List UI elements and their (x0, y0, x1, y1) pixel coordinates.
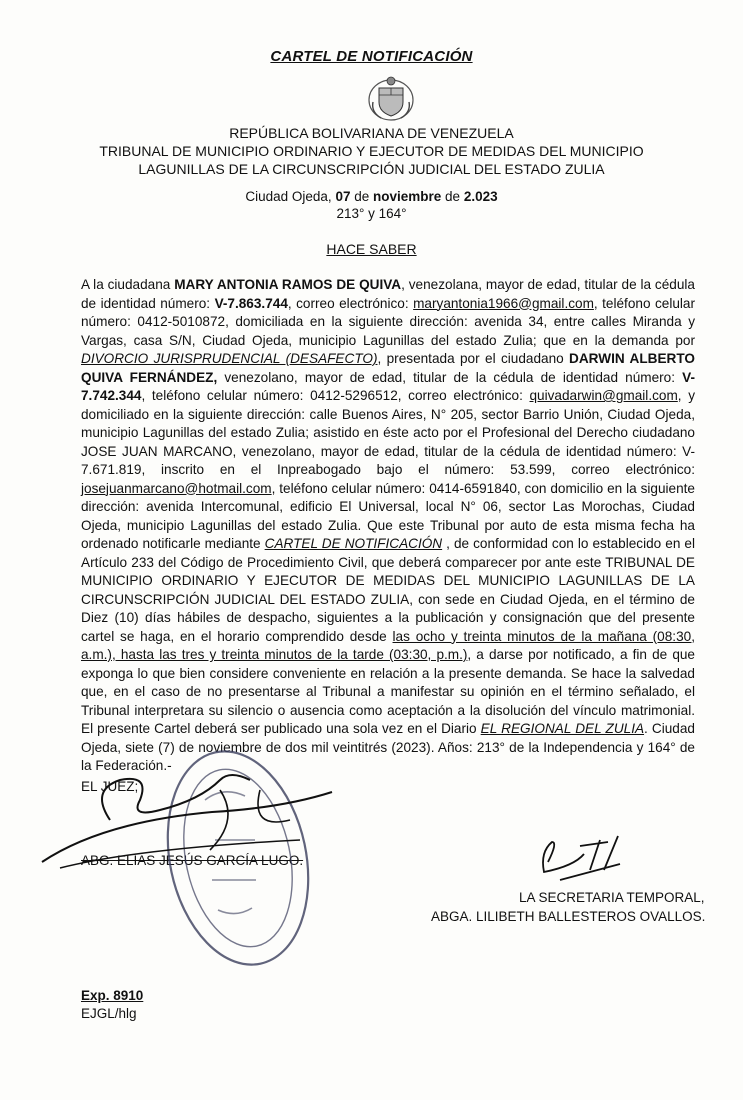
secretaria-title: LA SECRETARIA TEMPORAL, (519, 890, 705, 905)
court-seal-stamp (149, 738, 327, 978)
secretaria-signature (543, 836, 620, 880)
document-years: 213° y 164° (336, 206, 407, 221)
email-demandada[interactable]: maryantonia1966@gmail.com (413, 295, 594, 311)
juez-name: ABG. ELIAS JESÚS GARCÍA LUGO. (81, 853, 304, 868)
header-republic: REPÚBLICA BOLIVARIANA DE VENEZUELA (229, 125, 514, 141)
header-circunscripcion: LAGUNILLAS DE LA CIRCUNSCRIPCIÓN JUDICIAL DEL ESTADO ZULIA (138, 161, 605, 177)
juez-signature (42, 775, 332, 868)
cartel-reference: CARTEL DE NOTIFICACIÓN (264, 536, 443, 551)
email-abogado[interactable]: josejuanmarcano@hotmail.com (81, 480, 272, 496)
email-demandante[interactable]: quivadarwin@gmail.com (529, 388, 678, 403)
document-title: CARTEL DE NOTIFICACIÓN (270, 48, 473, 65)
secretaria-name: ABGA. LILIBETH BALLESTEROS OVALLOS. (431, 909, 706, 924)
notice-paragraph: A la ciudadana MARY ANTONIA RAMOS DE QUIVA, venezolana, mayor de edad, titular de la cédula de identidad número: V-7.863.744, correo electrónico: maryantonia1966@gmail.com, teléfono celular número: 0412-5010872, domiciliada en la siguiente dirección: avenida 34, entre calles Miranda y Vargas, casa S/N, Ciudad Ojeda, municipio Lagunillas del estado Zulia; que en la demanda por DIVORCIO JURISPRUDENCIAL (DESAFECTO), presentada por el ciudadano DARWIN ALBERTO QUIVA FERNÁNDEZ, venezolano, mayor de edad, titular de la cédula de identidad número: V-7.742.344, teléfono celular número: 0412-5296512, correo electrónico: quivadarwin@gmail.com, y domiciliado en la siguiente dirección: calle Buenos Aires, N° 205, sector Barrio Unión, Ciudad Ojeda, municipio Lagunillas del estado Zulia; asistido en éste acto por el Profesional del Derecho ciudadano JOSE JUAN MARCANO, venezolano, mayor de edad, titular de la cédula de identidad número: V-7.671.819, inscrito en el Inpreabogado bajo el número: 53.599, correo electrónico: josejuanmarcano@hotmail.com, teléfono celular número: 0414-6591840, con domicilio en la siguiente dirección: avenida Intercomunal, edificio El Universal, local N° 06, sector Las Morochas, Ciudad Ojeda, municipio Lagunillas del estado Zulia. Que este Tribunal por auto de esta misma fecha ha ordenado notificarle mediante CARTEL DE NOTIFICACIÓN , de conformidad con lo establecido en el Artículo 233 del Código de Procedimiento Civil, que deberá comparecer por ante este TRIBUNAL DE MUNICIPIO ORDINARIO Y EJECUTOR DE MEDIDAS DEL MUNICIPIO LAGUNILLAS DE LA CIRCUNSCRIPCIÓN JUDICIAL DEL ESTADO ZULIA, con sede en Ciudad Ojeda, en el término de Diez (10) días hábiles de despacho, siguientes a la publicación y consignación que del presente cartel se haga, en el horario comprendido desde las ocho y treinta minutos de la mañana (08:30, a.m.), hasta las tres y treinta minutos de la tarde (03:30, p.m.), a darse por notificado, a fin de que exponga lo que bien considere conveniente en relación a la presente demanda. Se hace la salvedad que, en el caso de no presentarse al Tribunal a manifestar su opinión en el término señalado, el Tribunal interpretara su silencio o ausencia como aceptación a la disolución del vínculo matrimonial. El presente Cartel deberá ser publicado una sola vez en el Diario EL REGIONAL DEL ZULIA. Ciudad Ojeda, siete (7) de noviembre de dos mil veintitrés (2023). Años: 213° de la Independencia y 164° de la Federación.- (81, 277, 696, 773)
horario-despacho: las ocho y treinta minutos de la mañana (08:30, a.m.), hasta las tres y treinta minutos de la tarde (03:30, p.m.) (81, 628, 695, 662)
diario-name: EL REGIONAL DEL ZULIA (480, 721, 645, 736)
reference-initials: EJGL/hlg (81, 1006, 137, 1021)
header-tribunal: TRIBUNAL DE MUNICIPIO ORDINARIO Y EJECUTOR DE MEDIDAS DEL MUNICIPIO (99, 143, 644, 159)
document-date: Ciudad Ojeda, 07 de noviembre de 2.023 (245, 189, 498, 204)
juez-label: EL JUEZ; (81, 779, 139, 794)
tipo-demanda: DIVORCIO JURISPRUDENCIAL (DESAFECTO) (81, 351, 378, 366)
hace-saber-heading: HACE SABER (326, 241, 417, 257)
expediente-number: Exp. 8910 (81, 988, 144, 1003)
